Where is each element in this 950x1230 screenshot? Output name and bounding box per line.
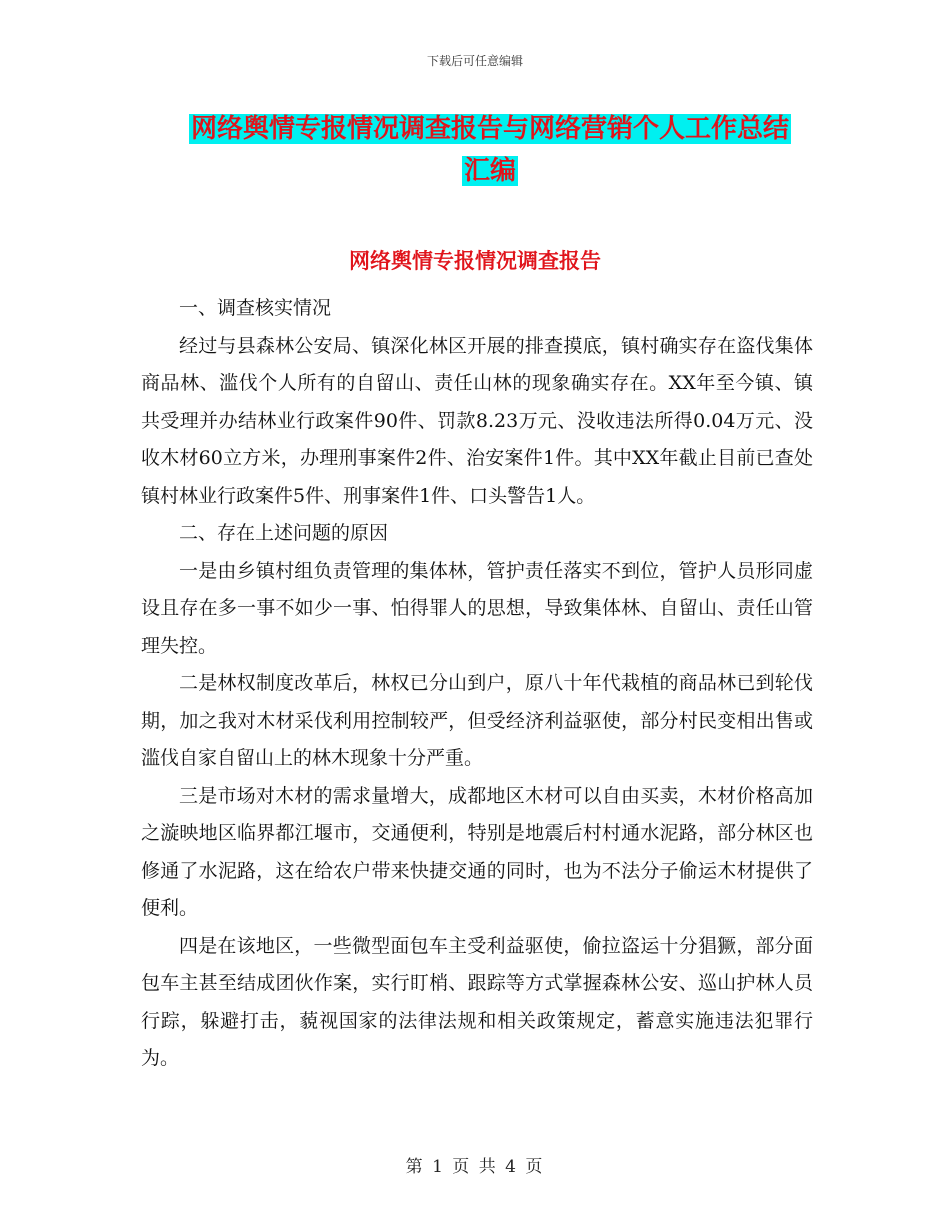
main-title xyxy=(140,108,840,192)
paragraph-cause-4: 四是在该地区，一些微型面包车主受利益驱使，偷拉盗运十分猖獗，部分面包车主甚至结成团伙作案，实行盯梢、跟踪等方式掌握森林公安、巡山护林人员行踪，躲避打击，藐视国家的法律法规和相关政策规定，蓄意实施违法犯罪行为。 xyxy=(141,934,813,1069)
heading-investigation: 一、调查核实情况 xyxy=(179,297,332,319)
paragraph-findings: 经过与县森林公安局、镇深化林区开展的排查摸底，镇村确实存在盗伐集体商品林、滥伐个人所有的自留山、责任山林的现象确实存在。XX年至今镇、镇共受理并办结林业行政案件90件、罚款8.23万元、没收违法所得0.04万元、没收木材60立方米，办理刑事案件2件、治安案件1件。其中XX年截止目前已查处镇村林业行政案件5件、刑事案件1件、口头警告1人。 xyxy=(141,334,813,507)
paragraph-cause-1: 一是由乡镇村组负责管理的集体林，管护责任落实不到位，管护人员形同虚设且存在多一事不如少一事、怕得罪人的思想，导致集体林、自留山、责任山管理失控。 xyxy=(141,559,813,657)
page-footer: 第 1 页 共 4 页 xyxy=(405,1157,545,1177)
heading-causes: 二、存在上述问题的原因 xyxy=(179,522,389,544)
section-title: 网络舆情专报情况调查报告 xyxy=(349,249,601,273)
paragraph-cause-3: 三是市场对木材的需求量增大，成都地区木材可以自由买卖，木材价格高加之漩映地区临界都江堰市，交通便利，特别是地震后村村通水泥路，部分林区也修通了水泥路，这在给农户带来快捷交通的同时，也为不法分子偷运木材提供了便利。 xyxy=(141,784,813,919)
main-title-line-1: 网络舆情专报情况调查报告与网络营销个人工作总结 xyxy=(190,114,789,144)
paragraph-cause-2: 二是林权制度改革后，林权已分山到户，原八十年代栽植的商品林已到轮伐期，加之我对木材采伐利用控制较严，但受经济利益驱使，部分村民变相出售或滥伐自家自留山上的林木现象十分严重。 xyxy=(141,672,813,769)
header-note: 下载后可任意编辑 xyxy=(426,54,523,68)
document-body xyxy=(141,290,813,1078)
main-title-line-2: 汇编 xyxy=(463,156,516,186)
